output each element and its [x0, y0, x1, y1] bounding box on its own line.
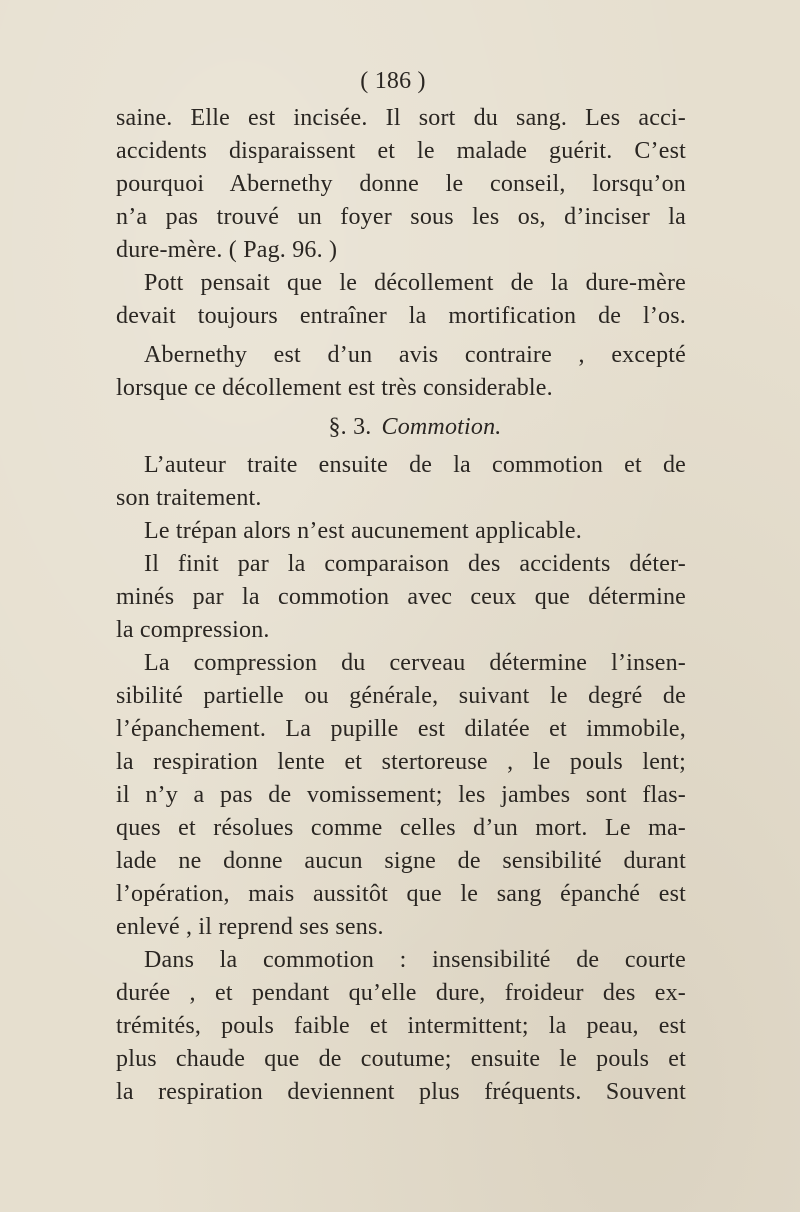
text-line: pourquoi Abernethy donne le conseil, lorsqu’on — [116, 171, 686, 197]
text-line: la respiration deviennent plus fréquents. Souvent — [116, 1079, 686, 1105]
text-line: accidents disparaissent et le malade guérit. C’est — [116, 138, 686, 164]
text-line: la respiration lente et stertoreuse , le pouls lent; — [116, 749, 686, 775]
text-line: trémités, pouls faible et intermittent; la peau, est — [116, 1013, 686, 1039]
text-line: L’auteur traite ensuite de la commotion et de — [144, 452, 686, 478]
page-number: ( 186 ) — [360, 68, 426, 94]
section-heading — [116, 405, 686, 449]
text-line: Le trépan alors n’est aucunement applicable. — [144, 518, 582, 544]
text-line: sibilité partielle ou générale, suivant le degré de — [116, 683, 686, 709]
text-line: lade ne donne aucun signe de sensibilité durant — [116, 848, 686, 874]
text-line: plus chaude que de coutume; ensuite le pouls et — [116, 1046, 686, 1072]
text-line: son traitement. — [116, 485, 262, 511]
text-line: Pott pensait que le décollement de la dure-mère — [144, 270, 686, 296]
text-line: devait toujours entraîner la mortification de l’os. — [116, 303, 686, 329]
text-line: minés par la commotion avec ceux que détermine — [116, 584, 686, 610]
text-line: la compression. — [116, 617, 270, 643]
page-text — [116, 60, 686, 1109]
text-line: il n’y a pas de vomissement; les jambes sont flas- — [116, 782, 686, 808]
text-line: La compression du cerveau détermine l’insen- — [144, 650, 686, 676]
text-line: ques et résolues comme celles d’un mort. Le ma- — [116, 815, 686, 841]
text-line: Dans la commotion : insensibilité de courte — [144, 947, 686, 973]
text-line: dure-mère. ( Pag. 96. ) — [116, 237, 338, 263]
text-line: durée , et pendant qu’elle dure, froideur des ex- — [116, 980, 686, 1006]
section-title: Commotion. — [381, 414, 502, 440]
text-line: l’opération, mais aussitôt que le sang épanché est — [116, 881, 686, 907]
text-line: l’épanchement. La pupille est dilatée et immobile, — [116, 716, 686, 742]
text-line: enlevé , il reprend ses sens. — [116, 914, 384, 940]
text-line: lorsque ce décollement est très considerable. — [116, 375, 553, 401]
section-number: §. 3. — [328, 414, 372, 440]
text-line: Abernethy est d’un avis contraire , excepté — [144, 342, 686, 368]
text-line: saine. Elle est incisée. Il sort du sang. Les acci- — [116, 105, 686, 131]
text-line: n’a pas trouvé un foyer sous les os, d’inciser la — [116, 204, 686, 230]
text-line: Il finit par la comparaison des accidents déter- — [144, 551, 686, 577]
